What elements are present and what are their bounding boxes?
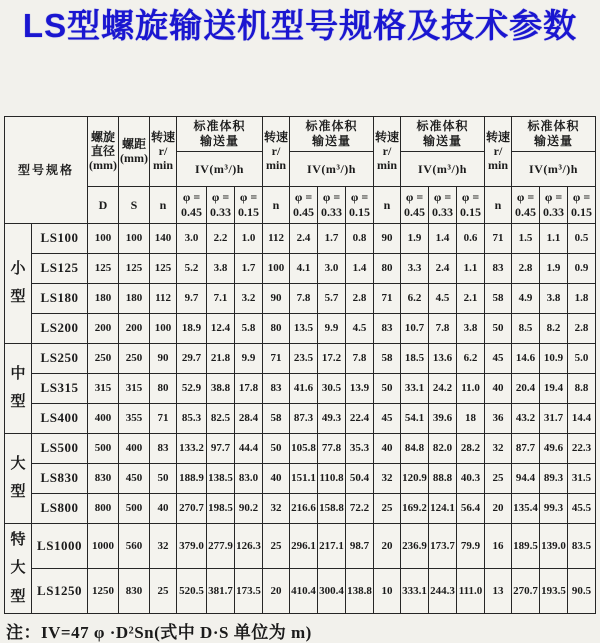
value-cell: 71 xyxy=(374,283,401,313)
value-cell: 4.9 xyxy=(512,283,540,313)
value-cell: 25 xyxy=(374,493,401,523)
col-header-phi-045: φ = 0.45 xyxy=(177,186,207,223)
col-header-phi-033: φ = 0.33 xyxy=(207,186,235,223)
value-cell: 9.9 xyxy=(318,313,346,343)
col-header-n-4: n xyxy=(485,186,512,223)
value-cell: 138.8 xyxy=(346,568,374,613)
value-cell: 296.1 xyxy=(290,523,318,568)
value-cell: 98.7 xyxy=(346,523,374,568)
value-cell: 3.8 xyxy=(207,253,235,283)
value-cell: 35.3 xyxy=(346,433,374,463)
value-cell: 83 xyxy=(150,433,177,463)
value-cell: 0.5 xyxy=(568,223,596,253)
value-cell: 79.9 xyxy=(457,523,485,568)
model-cell: LS1250 xyxy=(32,568,88,613)
value-cell: 1.8 xyxy=(568,283,596,313)
value-cell: 30.5 xyxy=(318,373,346,403)
value-cell: 87.7 xyxy=(512,433,540,463)
value-cell: 110.8 xyxy=(318,463,346,493)
value-cell: 400 xyxy=(119,433,150,463)
model-cell: LS400 xyxy=(32,403,88,433)
model-cell: LS1000 xyxy=(32,523,88,568)
value-cell: 2.4 xyxy=(429,253,457,283)
table-row xyxy=(5,223,596,253)
value-cell: 44.4 xyxy=(235,433,263,463)
group-label: 中 型 xyxy=(5,343,32,433)
value-cell: 3.2 xyxy=(235,283,263,313)
value-cell: 71 xyxy=(263,343,290,373)
model-cell: LS125 xyxy=(32,253,88,283)
table-row xyxy=(5,253,596,283)
value-cell: 125 xyxy=(88,253,119,283)
table-body xyxy=(5,223,596,614)
value-cell: 126.3 xyxy=(235,523,263,568)
value-cell: 21.8 xyxy=(207,343,235,373)
value-cell: 90.2 xyxy=(235,493,263,523)
col-header-phi-015: φ = 0.15 xyxy=(235,186,263,223)
value-cell: 2.2 xyxy=(207,223,235,253)
value-cell: 5.8 xyxy=(235,313,263,343)
value-cell: 124.1 xyxy=(429,493,457,523)
value-cell: 94.4 xyxy=(512,463,540,493)
col-header-n-2: n xyxy=(263,186,290,223)
value-cell: 0.6 xyxy=(457,223,485,253)
value-cell: 500 xyxy=(119,493,150,523)
value-cell: 13.6 xyxy=(429,343,457,373)
value-cell: 71 xyxy=(485,223,512,253)
value-cell: 3.0 xyxy=(318,253,346,283)
value-cell: 333.1 xyxy=(401,568,429,613)
value-cell: 10 xyxy=(374,568,401,613)
value-cell: 135.4 xyxy=(512,493,540,523)
value-cell: 82.0 xyxy=(429,433,457,463)
value-cell: 3.3 xyxy=(401,253,429,283)
value-cell: 33.1 xyxy=(401,373,429,403)
value-cell: 90 xyxy=(374,223,401,253)
value-cell: 28.2 xyxy=(457,433,485,463)
value-cell: 80 xyxy=(263,313,290,343)
value-cell: 80 xyxy=(150,373,177,403)
value-cell: 50 xyxy=(263,433,290,463)
value-cell: 85.3 xyxy=(177,403,207,433)
col-header-speed-1: 转速 r/ min xyxy=(150,116,177,186)
value-cell: 3.0 xyxy=(177,223,207,253)
group-label: 特 大 型 xyxy=(5,523,32,614)
value-cell: 4.1 xyxy=(290,253,318,283)
value-cell: 90 xyxy=(150,343,177,373)
value-cell: 3.8 xyxy=(540,283,568,313)
value-cell: 20 xyxy=(374,523,401,568)
value-cell: 277.9 xyxy=(207,523,235,568)
table-row xyxy=(5,403,596,433)
value-cell: 45.5 xyxy=(568,493,596,523)
value-cell: 2.1 xyxy=(457,283,485,313)
value-cell: 169.2 xyxy=(401,493,429,523)
col-header-D: D xyxy=(88,186,119,223)
value-cell: 83.5 xyxy=(568,523,596,568)
value-cell: 58 xyxy=(263,403,290,433)
value-cell: 200 xyxy=(119,313,150,343)
value-cell: 49.6 xyxy=(540,433,568,463)
table-row xyxy=(5,283,596,313)
value-cell: 11.0 xyxy=(457,373,485,403)
value-cell: 32 xyxy=(263,493,290,523)
value-cell: 100 xyxy=(263,253,290,283)
value-cell: 244.3 xyxy=(429,568,457,613)
value-cell: 14.6 xyxy=(512,343,540,373)
value-cell: 99.3 xyxy=(540,493,568,523)
group-label: 大 型 xyxy=(5,433,32,523)
value-cell: 193.5 xyxy=(540,568,568,613)
value-cell: 6.2 xyxy=(457,343,485,373)
value-cell: 188.9 xyxy=(177,463,207,493)
value-cell: 50 xyxy=(150,463,177,493)
value-cell: 56.4 xyxy=(457,493,485,523)
value-cell: 560 xyxy=(119,523,150,568)
value-cell: 10.7 xyxy=(401,313,429,343)
col-header-speed-2: 转速 r/ min xyxy=(263,116,290,186)
value-cell: 198.5 xyxy=(207,493,235,523)
col-header-capacity-1: 标准体积 输送量 xyxy=(177,116,263,151)
value-cell: 2.8 xyxy=(346,283,374,313)
value-cell: 20.4 xyxy=(512,373,540,403)
value-cell: 125 xyxy=(150,253,177,283)
value-cell: 38.8 xyxy=(207,373,235,403)
value-cell: 12.4 xyxy=(207,313,235,343)
col-header-phi-033: φ = 0.33 xyxy=(540,186,568,223)
col-header-phi-015: φ = 0.15 xyxy=(346,186,374,223)
col-header-phi-045: φ = 0.45 xyxy=(401,186,429,223)
value-cell: 300.4 xyxy=(318,568,346,613)
spec-table xyxy=(4,116,596,615)
value-cell: 90.5 xyxy=(568,568,596,613)
col-header-capacity-2: 标准体积 输送量 xyxy=(290,116,374,151)
value-cell: 250 xyxy=(88,343,119,373)
value-cell: 43.2 xyxy=(512,403,540,433)
value-cell: 1250 xyxy=(88,568,119,613)
value-cell: 83 xyxy=(485,253,512,283)
model-cell: LS250 xyxy=(32,343,88,373)
value-cell: 500 xyxy=(88,433,119,463)
value-cell: 58 xyxy=(374,343,401,373)
value-cell: 1.9 xyxy=(401,223,429,253)
value-cell: 83 xyxy=(374,313,401,343)
model-cell: LS100 xyxy=(32,223,88,253)
value-cell: 31.5 xyxy=(568,463,596,493)
value-cell: 1.5 xyxy=(512,223,540,253)
col-header-speed-3: 转速 r/ min xyxy=(374,116,401,186)
value-cell: 250 xyxy=(119,343,150,373)
value-cell: 13.9 xyxy=(346,373,374,403)
col-header-phi-015: φ = 0.15 xyxy=(457,186,485,223)
value-cell: 400 xyxy=(88,403,119,433)
col-header-speed-4: 转速 r/ min xyxy=(485,116,512,186)
model-cell: LS180 xyxy=(32,283,88,313)
model-cell: LS800 xyxy=(32,493,88,523)
value-cell: 125 xyxy=(119,253,150,283)
value-cell: 45 xyxy=(485,343,512,373)
value-cell: 7.8 xyxy=(429,313,457,343)
value-cell: 88.8 xyxy=(429,463,457,493)
value-cell: 10.9 xyxy=(540,343,568,373)
value-cell: 83 xyxy=(263,373,290,403)
value-cell: 217.1 xyxy=(318,523,346,568)
value-cell: 24.2 xyxy=(429,373,457,403)
value-cell: 77.8 xyxy=(318,433,346,463)
value-cell: 22.3 xyxy=(568,433,596,463)
value-cell: 40.3 xyxy=(457,463,485,493)
table-row xyxy=(5,373,596,403)
col-header-pitch: 螺距 (mm) xyxy=(119,116,150,186)
value-cell: 32 xyxy=(374,463,401,493)
value-cell: 520.5 xyxy=(177,568,207,613)
value-cell: 50.4 xyxy=(346,463,374,493)
value-cell: 8.5 xyxy=(512,313,540,343)
value-cell: 1.1 xyxy=(457,253,485,283)
value-cell: 315 xyxy=(88,373,119,403)
value-cell: 120.9 xyxy=(401,463,429,493)
value-cell: 270.7 xyxy=(512,568,540,613)
value-cell: 9.9 xyxy=(235,343,263,373)
value-cell: 40 xyxy=(263,463,290,493)
value-cell: 100 xyxy=(88,223,119,253)
value-cell: 379.0 xyxy=(177,523,207,568)
value-cell: 36 xyxy=(485,403,512,433)
value-cell: 112 xyxy=(263,223,290,253)
value-cell: 100 xyxy=(119,223,150,253)
value-cell: 19.4 xyxy=(540,373,568,403)
value-cell: 0.9 xyxy=(568,253,596,283)
value-cell: 1.4 xyxy=(346,253,374,283)
model-cell: LS500 xyxy=(32,433,88,463)
value-cell: 28.4 xyxy=(235,403,263,433)
value-cell: 180 xyxy=(88,283,119,313)
value-cell: 138.5 xyxy=(207,463,235,493)
value-cell: 4.5 xyxy=(429,283,457,313)
col-header-phi-045: φ = 0.45 xyxy=(290,186,318,223)
value-cell: 22.4 xyxy=(346,403,374,433)
value-cell: 17.2 xyxy=(318,343,346,373)
value-cell: 1.4 xyxy=(429,223,457,253)
value-cell: 50 xyxy=(374,373,401,403)
page-title: LS型螺旋输送机型号规格及技术参数 xyxy=(22,7,578,44)
value-cell: 14.4 xyxy=(568,403,596,433)
value-cell: 8.2 xyxy=(540,313,568,343)
value-cell: 270.7 xyxy=(177,493,207,523)
value-cell: 111.0 xyxy=(457,568,485,613)
table-row xyxy=(5,463,596,493)
value-cell: 90 xyxy=(263,283,290,313)
group-label: 小 型 xyxy=(5,223,32,343)
value-cell: 2.8 xyxy=(512,253,540,283)
col-header-phi-045: φ = 0.45 xyxy=(512,186,540,223)
value-cell: 20 xyxy=(263,568,290,613)
value-cell: 139.0 xyxy=(540,523,568,568)
value-cell: 18 xyxy=(457,403,485,433)
value-cell: 151.1 xyxy=(290,463,318,493)
value-cell: 105.8 xyxy=(290,433,318,463)
value-cell: 6.2 xyxy=(401,283,429,313)
value-cell: 173.7 xyxy=(429,523,457,568)
value-cell: 72.2 xyxy=(346,493,374,523)
value-cell: 140 xyxy=(150,223,177,253)
value-cell: 830 xyxy=(119,568,150,613)
value-cell: 200 xyxy=(88,313,119,343)
col-header-n-1: n xyxy=(150,186,177,223)
value-cell: 0.8 xyxy=(346,223,374,253)
col-header-model-spec: 型号规格 xyxy=(5,116,88,223)
table-row xyxy=(5,493,596,523)
value-cell: 1.1 xyxy=(540,223,568,253)
value-cell: 5.7 xyxy=(318,283,346,313)
value-cell: 52.9 xyxy=(177,373,207,403)
value-cell: 7.1 xyxy=(207,283,235,313)
value-cell: 5.2 xyxy=(177,253,207,283)
value-cell: 1.9 xyxy=(540,253,568,283)
value-cell: 40 xyxy=(374,433,401,463)
value-cell: 3.8 xyxy=(457,313,485,343)
col-header-diameter: 螺旋 直径 (mm) xyxy=(88,116,119,186)
value-cell: 236.9 xyxy=(401,523,429,568)
value-cell: 29.7 xyxy=(177,343,207,373)
value-cell: 7.8 xyxy=(290,283,318,313)
value-cell: 100 xyxy=(150,313,177,343)
value-cell: 40 xyxy=(150,493,177,523)
value-cell: 32 xyxy=(485,433,512,463)
value-cell: 49.3 xyxy=(318,403,346,433)
value-cell: 800 xyxy=(88,493,119,523)
value-cell: 25 xyxy=(263,523,290,568)
value-cell: 450 xyxy=(119,463,150,493)
value-cell: 13.5 xyxy=(290,313,318,343)
value-cell: 23.5 xyxy=(290,343,318,373)
col-header-formula-1: IV(m³/)h xyxy=(177,151,263,186)
value-cell: 45 xyxy=(374,403,401,433)
value-cell: 82.5 xyxy=(207,403,235,433)
col-header-formula-4: IV(m³/)h xyxy=(512,151,596,186)
value-cell: 97.7 xyxy=(207,433,235,463)
value-cell: 173.5 xyxy=(235,568,263,613)
value-cell: 16 xyxy=(485,523,512,568)
value-cell: 189.5 xyxy=(512,523,540,568)
value-cell: 83.0 xyxy=(235,463,263,493)
value-cell: 32 xyxy=(150,523,177,568)
value-cell: 87.3 xyxy=(290,403,318,433)
value-cell: 355 xyxy=(119,403,150,433)
value-cell: 216.6 xyxy=(290,493,318,523)
value-cell: 84.8 xyxy=(401,433,429,463)
value-cell: 20 xyxy=(485,493,512,523)
value-cell: 89.3 xyxy=(540,463,568,493)
table-row xyxy=(5,343,596,373)
value-cell: 315 xyxy=(119,373,150,403)
value-cell: 158.8 xyxy=(318,493,346,523)
value-cell: 7.8 xyxy=(346,343,374,373)
value-cell: 13 xyxy=(485,568,512,613)
value-cell: 2.8 xyxy=(568,313,596,343)
value-cell: 71 xyxy=(150,403,177,433)
value-cell: 8.8 xyxy=(568,373,596,403)
value-cell: 1.7 xyxy=(318,223,346,253)
table-row xyxy=(5,523,596,568)
value-cell: 180 xyxy=(119,283,150,313)
col-header-formula-2: IV(m³/)h xyxy=(290,151,374,186)
value-cell: 9.7 xyxy=(177,283,207,313)
value-cell: 40 xyxy=(485,373,512,403)
value-cell: 80 xyxy=(374,253,401,283)
col-header-phi-015: φ = 0.15 xyxy=(568,186,596,223)
value-cell: 17.8 xyxy=(235,373,263,403)
value-cell: 41.6 xyxy=(290,373,318,403)
footnote: 注：IV=47 φ ·D²Sn(式中 D·S 单位为 m) xyxy=(6,623,312,643)
value-cell: 112 xyxy=(150,283,177,313)
value-cell: 381.7 xyxy=(207,568,235,613)
col-header-n-3: n xyxy=(374,186,401,223)
col-header-S: S xyxy=(119,186,150,223)
value-cell: 1000 xyxy=(88,523,119,568)
value-cell: 50 xyxy=(485,313,512,343)
value-cell: 18.9 xyxy=(177,313,207,343)
value-cell: 58 xyxy=(485,283,512,313)
value-cell: 25 xyxy=(485,463,512,493)
table-row xyxy=(5,433,596,463)
model-cell: LS830 xyxy=(32,463,88,493)
table-row xyxy=(5,313,596,343)
col-header-phi-033: φ = 0.33 xyxy=(429,186,457,223)
col-header-formula-3: IV(m³/)h xyxy=(401,151,485,186)
value-cell: 1.0 xyxy=(235,223,263,253)
value-cell: 25 xyxy=(150,568,177,613)
value-cell: 410.4 xyxy=(290,568,318,613)
value-cell: 31.7 xyxy=(540,403,568,433)
table-header xyxy=(5,116,596,223)
value-cell: 2.4 xyxy=(290,223,318,253)
value-cell: 39.6 xyxy=(429,403,457,433)
value-cell: 1.7 xyxy=(235,253,263,283)
value-cell: 830 xyxy=(88,463,119,493)
value-cell: 5.0 xyxy=(568,343,596,373)
table-row xyxy=(5,568,596,613)
value-cell: 4.5 xyxy=(346,313,374,343)
value-cell: 54.1 xyxy=(401,403,429,433)
value-cell: 18.5 xyxy=(401,343,429,373)
value-cell: 133.2 xyxy=(177,433,207,463)
model-cell: LS200 xyxy=(32,313,88,343)
model-cell: LS315 xyxy=(32,373,88,403)
col-header-capacity-4: 标准体积 输送量 xyxy=(512,116,596,151)
col-header-capacity-3: 标准体积 输送量 xyxy=(401,116,485,151)
col-header-phi-033: φ = 0.33 xyxy=(318,186,346,223)
